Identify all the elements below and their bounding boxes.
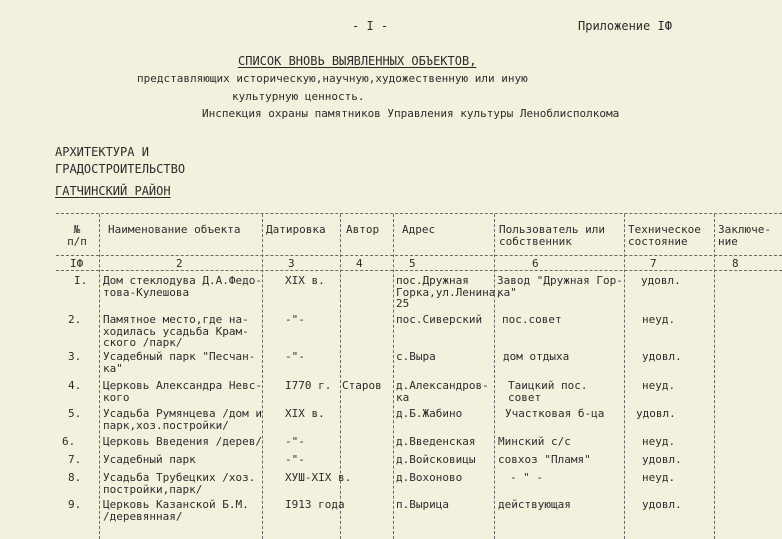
cell-name: Церковь Введения /дерев/ — [103, 435, 262, 448]
cell-name: Церковь Александра Невс- кого — [103, 379, 262, 404]
cell-user: Завод "Дружная Гор- ка" — [497, 274, 623, 299]
cell-address: д.Вохоново — [396, 471, 463, 484]
header-user: Пользователь или собственник — [499, 223, 605, 248]
title-line-2: представляющих историческую,научную,художественную или иную — [137, 72, 528, 85]
header-author: Автор — [346, 223, 380, 236]
cell-author: Старов — [342, 379, 382, 392]
cell-number: 4. — [68, 379, 82, 392]
cell-condition: неуд. — [642, 471, 676, 484]
column-divider — [624, 214, 625, 539]
header-address: Адрес — [402, 223, 436, 236]
column-divider — [262, 214, 263, 539]
cell-address: д.Александров- ка — [396, 379, 489, 404]
cell-date: XIX в. — [285, 407, 325, 420]
column-numbers-rule — [56, 270, 782, 271]
column-number: 7 — [650, 257, 657, 270]
page-number: - I - — [352, 19, 389, 33]
column-number: 4 — [356, 257, 363, 270]
cell-name: Дом стеклодува Д.А.Федо- това-Кулешова — [103, 274, 262, 299]
header-conclusion: Заключе- ние — [718, 223, 771, 248]
cell-name: Церковь Казанской Б.М. /деревянная/ — [103, 498, 249, 523]
table-row — [0, 407, 782, 432]
column-number: 8 — [732, 257, 739, 270]
column-number: 5 — [409, 257, 416, 270]
cell-name: Усадьба Трубецких /хоз. постройки,парк/ — [103, 471, 256, 496]
cell-number: 8. — [68, 471, 82, 484]
cell-number: 7. — [68, 453, 82, 466]
cell-condition: удовл. — [642, 453, 682, 466]
column-number: IФ — [70, 257, 84, 270]
cell-address: д.Войсковицы — [396, 453, 476, 466]
cell-name: Памятное место,где на- ходилась усадьба Крам- ского /парк/ — [103, 313, 249, 349]
title-line-4: Инспекция охраны памятников Управления культуры Леноблисполкома — [202, 107, 620, 120]
cell-number: 9. — [68, 498, 82, 511]
cell-user: совхоз "Пламя" — [498, 453, 591, 466]
cell-date: -"- — [285, 350, 305, 363]
header-name: Наименование объекта — [108, 223, 241, 236]
header-number: № п/п — [67, 223, 87, 248]
cell-condition: неуд. — [642, 313, 676, 326]
cell-address: пос.Сиверский — [396, 313, 483, 326]
cell-date: -"- — [285, 453, 305, 466]
table-row — [0, 435, 782, 448]
cell-user: дом отдыха — [503, 350, 570, 363]
cell-date: -"- — [285, 313, 305, 326]
header-condition: Техническое состояние — [628, 223, 701, 248]
cell-condition: удовл. — [641, 274, 681, 287]
table-row — [0, 471, 782, 496]
table-row — [0, 379, 782, 404]
cell-address: с.Выра — [396, 350, 436, 363]
table-row — [0, 453, 782, 466]
appendix-label: Приложение IФ — [578, 19, 672, 33]
section-line-1: АРХИТЕКТУРА И — [55, 145, 149, 159]
column-divider — [494, 214, 495, 539]
column-divider — [714, 214, 715, 539]
table-row — [0, 274, 782, 310]
cell-condition: неуд. — [642, 435, 676, 448]
section-line-2: ГРАДОСТРОИТЕЛЬСТВО — [55, 162, 186, 176]
cell-name: Усадебный парк — [103, 453, 196, 466]
column-number: 2 — [176, 257, 183, 270]
title-line-3: культурную ценность. — [232, 90, 365, 103]
cell-number: I. — [74, 274, 88, 287]
table-row — [0, 350, 782, 375]
document-title: СПИСОК ВНОВЬ ВЫЯВЛЕННЫХ ОБЪЕКТОВ, — [238, 54, 477, 68]
cell-user: Минский с/с — [498, 435, 571, 448]
cell-date: I913 года — [285, 498, 345, 511]
cell-number: 6. — [62, 435, 76, 448]
cell-condition: удовл. — [636, 407, 676, 420]
column-number: 3 — [288, 257, 295, 270]
column-divider — [393, 214, 394, 539]
column-number: 6 — [532, 257, 539, 270]
header-date: Датировка — [266, 223, 326, 236]
column-divider — [340, 214, 341, 539]
table-row — [0, 498, 782, 523]
cell-user: Таицкий пос. совет — [508, 379, 588, 404]
cell-address: д.Б.Жабино — [396, 407, 463, 420]
cell-user: Участковая б-ца — [505, 407, 605, 420]
header-bottom-rule — [56, 255, 782, 256]
district-name: ГАТЧИНСКИЙ РАЙОН — [55, 184, 171, 198]
cell-condition: неуд. — [642, 379, 676, 392]
cell-condition: удовл. — [642, 498, 682, 511]
cell-date: XIX в. — [285, 274, 325, 287]
cell-user: - " - — [510, 471, 544, 484]
cell-number: 5. — [68, 407, 82, 420]
cell-date: -"- — [285, 435, 305, 448]
cell-address: д.Введенская — [396, 435, 476, 448]
cell-date: I770 г. — [285, 379, 332, 392]
table-top-rule — [56, 213, 782, 214]
cell-address: пос.Дружная Горка,ул.Ленина, 25 — [396, 274, 502, 310]
cell-number: 2. — [68, 313, 82, 326]
cell-name: Усадьба Румянцева /дом и парк,хоз.постройки/ — [103, 407, 262, 432]
table-row — [0, 313, 782, 349]
cell-condition: удовл. — [642, 350, 682, 363]
cell-user: пос.совет — [502, 313, 562, 326]
cell-address: п.Вырица — [396, 498, 449, 511]
cell-number: 3. — [68, 350, 82, 363]
cell-user: действующая — [498, 498, 571, 511]
cell-date: ХУШ-XIX в. — [285, 471, 352, 484]
cell-name: Усадебный парк "Песчан- ка" — [103, 350, 256, 375]
column-divider — [99, 214, 100, 539]
